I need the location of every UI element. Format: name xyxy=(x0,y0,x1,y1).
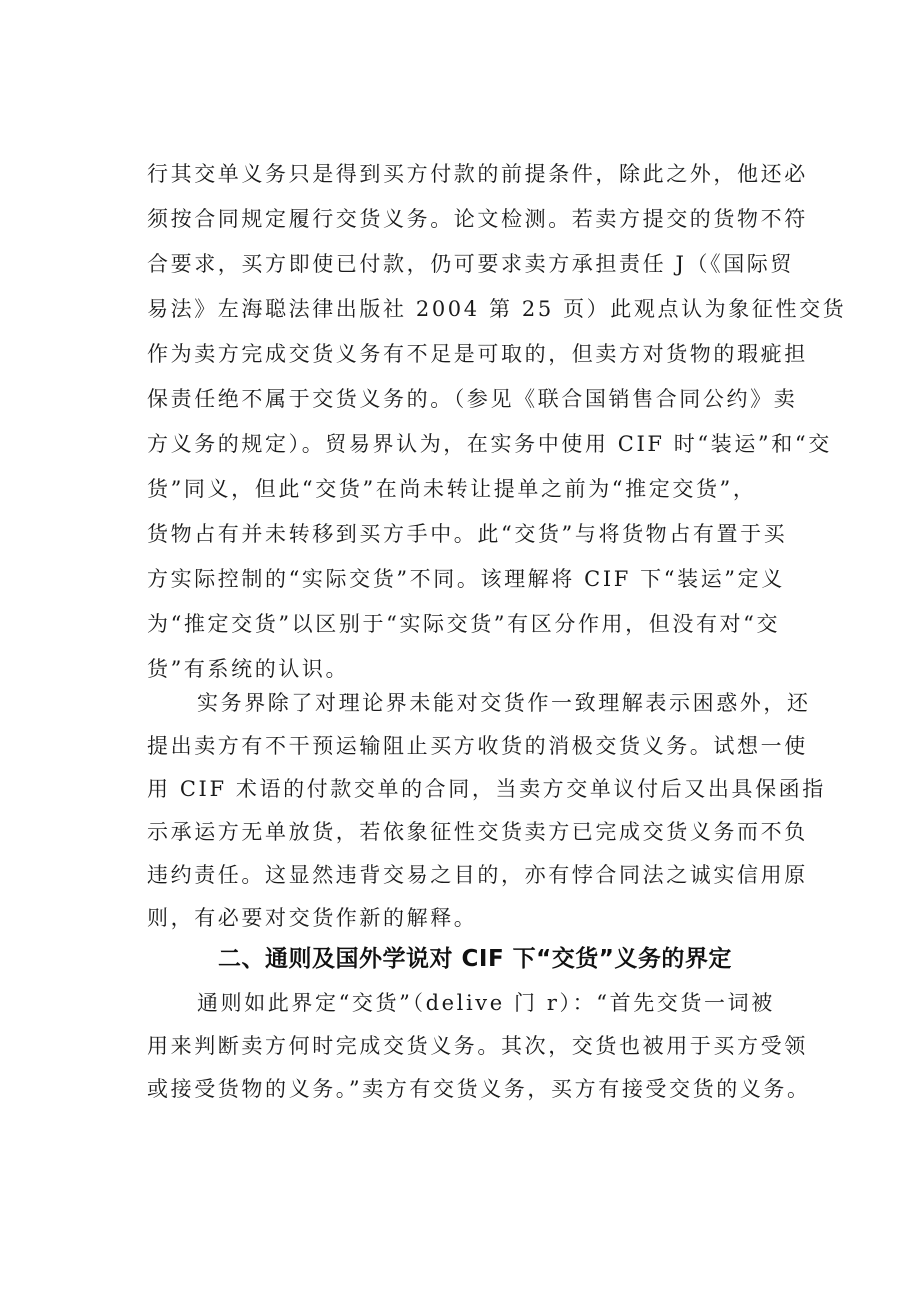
text-line: 用来判断卖方何时完成交货义务。其次，交货也被用于买方受领 xyxy=(147,1034,808,1058)
text-line: 方义务的规定）。贸易界认为，在实务中使用 CIF 时“装运”和“交 xyxy=(147,432,832,456)
text-line: 货物占有并未转移到买方手中。此“交货”与将货物占有置于买 xyxy=(147,522,788,546)
text-line: 合要求，买方即使已付款，仍可要求卖方承担责任 J（《国际贸 xyxy=(147,252,794,276)
text-line: 则，有必要对交货作新的解释。 xyxy=(147,906,478,930)
text-line: 提出卖方有不干预运输阻止买方收货的消极交货义务。试想一使 xyxy=(147,734,808,758)
text-line: 通则如此界定“交货”（delive 门 r）：“首先交货一词被 xyxy=(197,991,775,1015)
text-line: 违约责任。这显然违背交易之目的，亦有悖合同法之诚实信用原 xyxy=(147,863,808,887)
text-line: 或接受货物的义务。”卖方有交货义务，买方有接受交货的义务。 xyxy=(147,1077,811,1101)
text-line: 须按合同规定履行交货义务。论文检测。若卖方提交的货物不符 xyxy=(147,207,808,231)
text-line: 示承运方无单放货，若依象征性交货卖方已完成交货义务而不负 xyxy=(147,820,808,844)
text-line: 作为卖方完成交货义务有不足是可取的，但卖方对货物的瑕疵担 xyxy=(147,342,808,366)
text-line: 实务界除了对理论界未能对交货作一致理解表示困惑外，还 xyxy=(197,691,811,715)
text-line: 易法》左海聪法律出版社 2004 第 25 页）此观点认为象征性交货 xyxy=(147,297,847,321)
text-line: 货”有系统的认识。 xyxy=(147,657,350,681)
text-line: 货”同义，但此“交货”在尚未转让提单之前为“推定交货”， xyxy=(147,477,757,501)
text-line: 保责任绝不属于交货义务的。（参见《联合国销售合同公约》卖 xyxy=(147,387,798,411)
text-line: 用 CIF 术语的付款交单的合同，当卖方交单议付后又出具保函指 xyxy=(147,777,826,801)
text-line: 为“推定交货”以区别于“实际交货”有区分作用，但没有对“交 xyxy=(147,612,781,636)
section-heading: 二、通则及国外学说对 CIF 下“交货”义务的界定 xyxy=(218,946,732,972)
text-line: 行其交单义务只是得到买方付款的前提条件，除此之外，他还必 xyxy=(147,162,808,186)
text-line: 方实际控制的“实际交货”不同。该理解将 CIF 下“装运”定义 xyxy=(147,567,785,591)
